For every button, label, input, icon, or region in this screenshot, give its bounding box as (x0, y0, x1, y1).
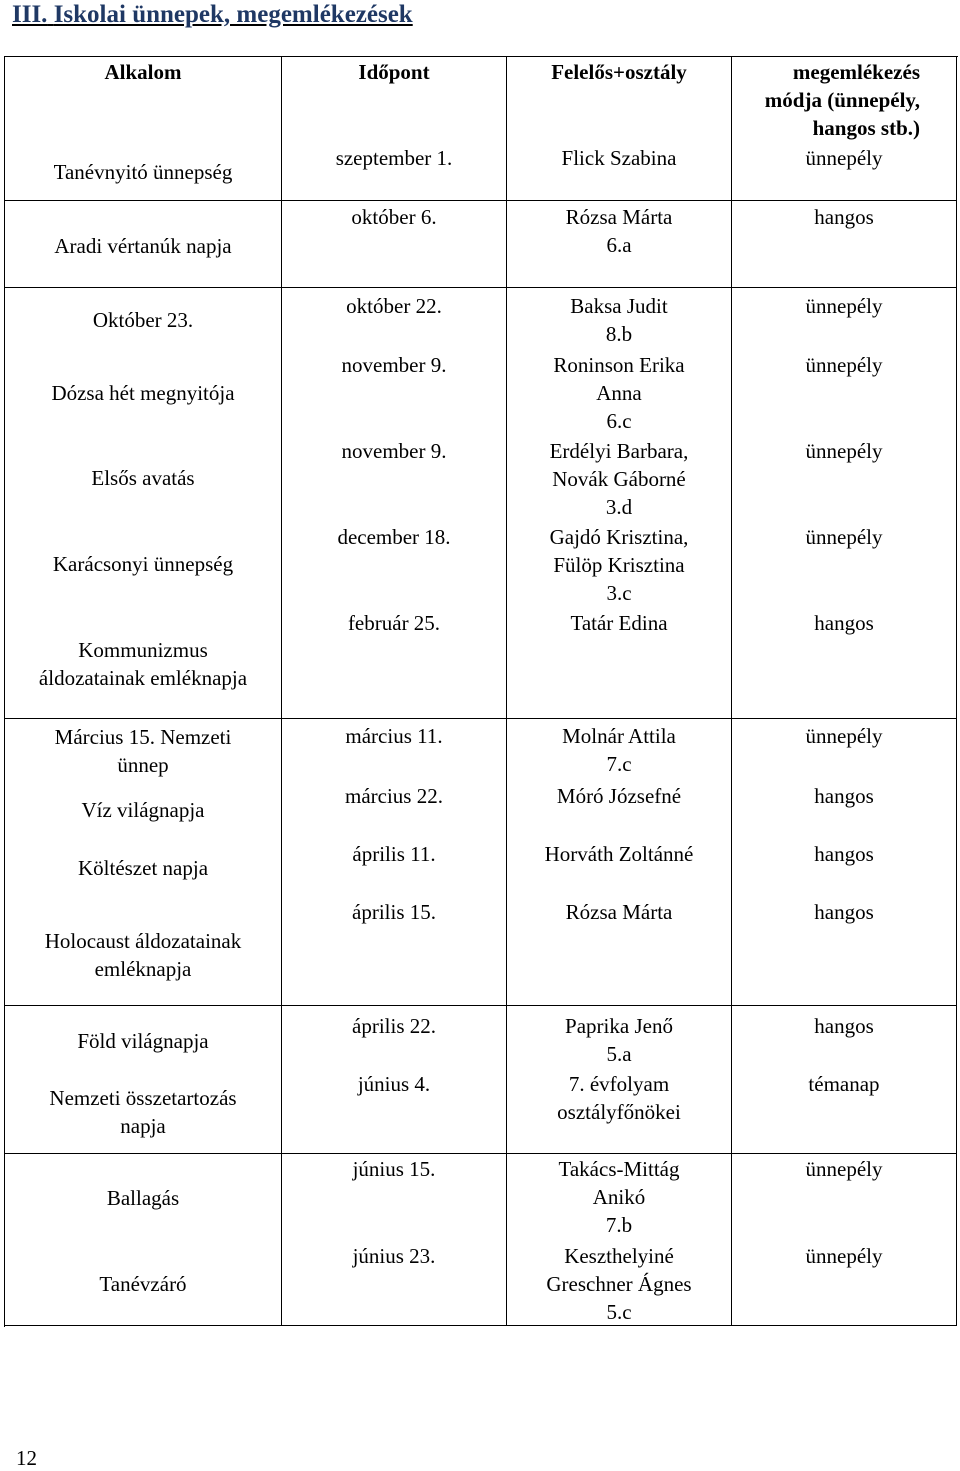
event-responsible: Takács-Mittág Anikó 7.b (558, 1157, 680, 1237)
event-name: Karácsonyi ünnepség (52, 552, 234, 576)
header-mod: megemlékezés módja (ünnepély, hangos stb.) (764, 60, 920, 140)
event-type: témanap (808, 1072, 880, 1096)
event-date: április 11. (352, 842, 436, 866)
event-responsible: Gajdó Krisztina, Fülöp Krisztina 3.c (549, 525, 689, 605)
page-number: 12 (16, 1446, 37, 1470)
event-responsible: Flick Szabina (561, 146, 677, 170)
event-type: hangos (814, 1014, 874, 1038)
event-name: Tanévzáró (99, 1272, 187, 1296)
event-type: ünnepély (805, 525, 883, 549)
event-type: hangos (814, 205, 874, 229)
event-type: ünnepély (805, 294, 883, 318)
event-responsible: Móró Józsefné (556, 784, 682, 808)
event-date: november 9. (341, 439, 447, 463)
header-felelos: Felelős+osztály (551, 60, 687, 84)
event-responsible: Tatár Edina (570, 611, 668, 635)
event-name: Kommunizmus áldozatainak emléknapja (38, 638, 248, 690)
header-alkalom: Alkalom (104, 60, 182, 84)
header-idopont: Időpont (358, 60, 430, 84)
event-responsible: Horváth Zoltánné (544, 842, 694, 866)
event-type: hangos (814, 900, 874, 924)
event-date: november 9. (341, 353, 447, 377)
row-divider (4, 1325, 957, 1326)
event-responsible: Erdélyi Barbara, Novák Gáborné 3.d (549, 439, 689, 519)
event-type: hangos (814, 784, 874, 808)
event-type: ünnepély (805, 353, 883, 377)
event-type: hangos (814, 842, 874, 866)
event-date: június 23. (352, 1244, 436, 1268)
row-divider (4, 200, 957, 201)
event-name: Tanévnyitó ünnepség (53, 160, 233, 184)
event-responsible: Rózsa Márta 6.a (565, 205, 673, 257)
event-name: Dózsa hét megnyitója (51, 381, 235, 405)
event-responsible: Rózsa Márta (565, 900, 673, 924)
event-responsible: Paprika Jenő 5.a (565, 1014, 673, 1066)
event-date: április 22. (352, 1014, 436, 1038)
event-date: március 22. (345, 784, 443, 808)
event-date: június 15. (352, 1157, 436, 1181)
event-name: Holocaust áldozatainak emléknapja (44, 929, 242, 981)
section-number: III. (12, 1, 48, 28)
event-name: Március 15. Nemzeti ünnep (54, 725, 232, 777)
event-date: szeptember 1. (335, 146, 453, 170)
column-divider (731, 56, 732, 1326)
event-type: ünnepély (805, 1244, 883, 1268)
event-date: október 6. (351, 205, 437, 229)
event-type: ünnepély (805, 1157, 883, 1181)
event-date: február 25. (347, 611, 441, 635)
event-responsible: Baksa Judit 8.b (570, 294, 668, 346)
event-date: április 15. (352, 900, 436, 924)
column-divider (281, 56, 282, 1326)
section-heading (12, 0, 413, 30)
event-responsible: 7. évfolyam osztályfőnökei (557, 1072, 681, 1124)
event-type: ünnepély (805, 439, 883, 463)
event-name: Elsős avatás (91, 466, 195, 490)
row-divider (4, 287, 957, 288)
event-name: Föld világnapja (77, 1029, 209, 1053)
column-divider (956, 56, 957, 1326)
row-divider (4, 718, 957, 719)
event-name: Október 23. (92, 308, 194, 332)
event-responsible: Keszthelyiné Greschner Ágnes 5.c (546, 1244, 692, 1324)
event-date: október 22. (346, 294, 442, 318)
row-divider (4, 1005, 957, 1006)
event-type: hangos (814, 611, 874, 635)
event-responsible: Molnár Attila 7.c (562, 724, 676, 776)
event-name: Költészet napja (77, 856, 209, 880)
row-divider (4, 1153, 957, 1154)
event-name: Aradi vértanúk napja (54, 234, 232, 258)
event-responsible: Roninson Erika Anna 6.c (553, 353, 685, 433)
event-date: december 18. (337, 525, 451, 549)
event-date: június 4. (357, 1072, 431, 1096)
event-name: Víz világnapja (81, 798, 205, 822)
event-name: Ballagás (106, 1186, 180, 1210)
event-type: ünnepély (805, 146, 883, 170)
event-name: Nemzeti összetartozás napja (49, 1086, 237, 1138)
event-type: ünnepély (805, 724, 883, 748)
event-date: március 11. (345, 724, 443, 748)
section-title: Iskolai ünnepek, megemlékezések (53, 1, 413, 28)
